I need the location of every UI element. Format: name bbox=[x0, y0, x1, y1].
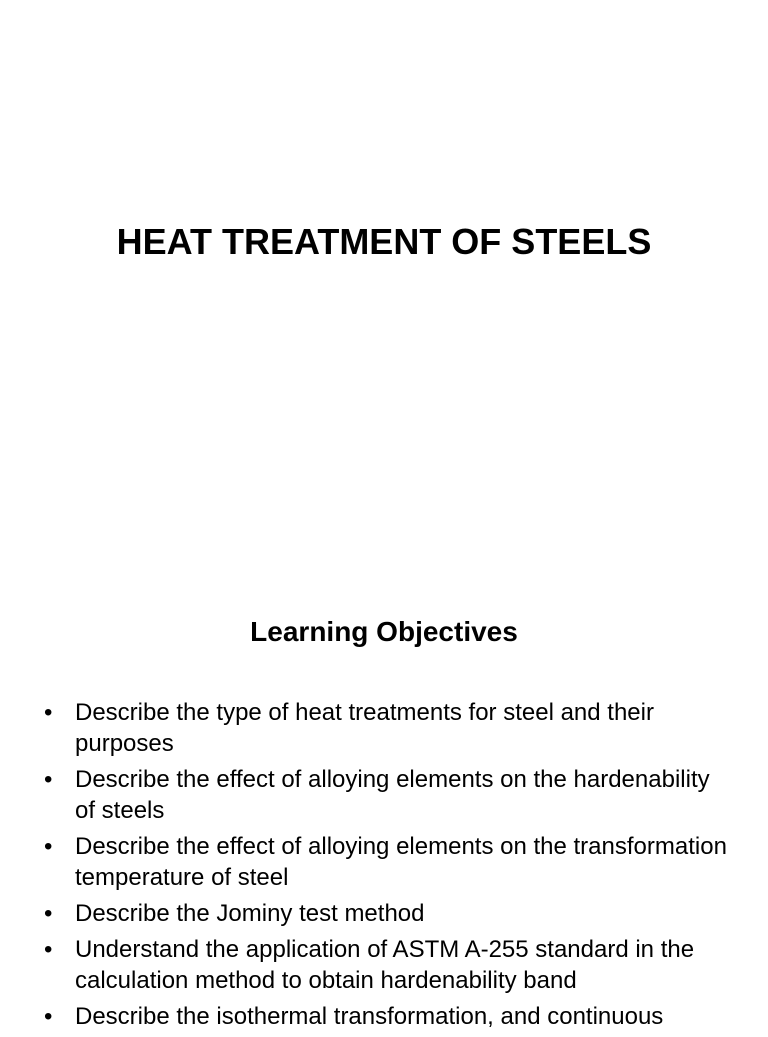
objective-item bbox=[0, 697, 768, 759]
objective-item bbox=[0, 831, 768, 893]
objective-item bbox=[0, 934, 768, 996]
objective-item bbox=[0, 898, 768, 929]
learning-objectives-heading: Learning Objectives bbox=[250, 616, 518, 647]
objective-text: Describe the isothermal transformation, and continuous bbox=[75, 1003, 664, 1030]
objective-text: Describe the type of heat treatments for steel and their purposes bbox=[75, 699, 654, 757]
bullet-icon: • bbox=[44, 833, 53, 860]
objective-text: Describe the effect of alloying elements on the transformation temperature of steel bbox=[75, 833, 727, 891]
objectives-list bbox=[0, 697, 768, 1037]
objective-item bbox=[0, 1001, 768, 1032]
objective-text: Describe the effect of alloying elements on the hardenability of steels bbox=[75, 766, 710, 824]
objective-text: Describe the Jominy test method bbox=[75, 900, 425, 927]
bullet-icon: • bbox=[44, 936, 53, 963]
slide-title: HEAT TREATMENT OF STEELS bbox=[116, 221, 652, 262]
bullet-icon: • bbox=[44, 900, 53, 927]
objective-item bbox=[0, 764, 768, 826]
bullet-icon: • bbox=[44, 699, 53, 726]
bullet-icon: • bbox=[44, 766, 53, 793]
bullet-icon: • bbox=[44, 1003, 53, 1030]
objective-text: Understand the application of ASTM A-255 standard in the calculation method to obtain hardenability band bbox=[75, 936, 695, 994]
